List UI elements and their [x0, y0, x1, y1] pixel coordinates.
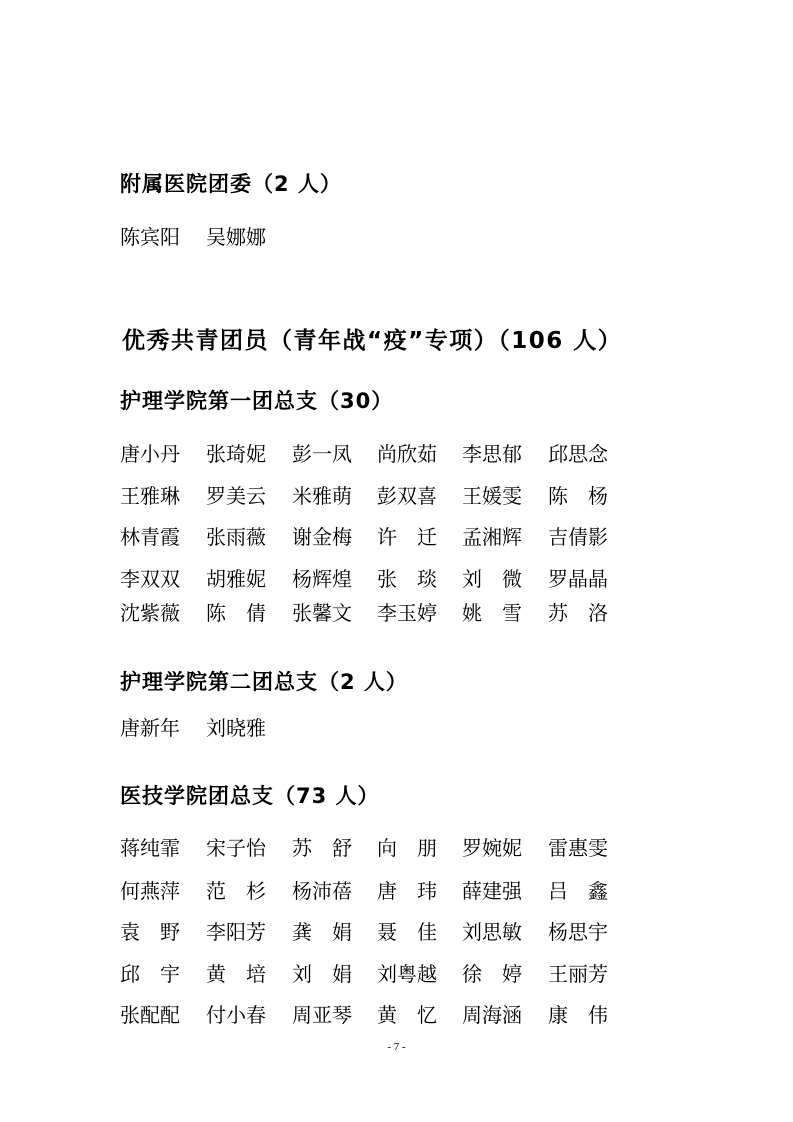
member-name: 康 伟 — [548, 1003, 608, 1027]
member-name: 刘 微 — [462, 567, 522, 591]
member-name: 杨思宇 — [548, 920, 608, 944]
member-name: 彭双喜 — [377, 484, 437, 508]
section-heading-nursing-second: 护理学院第二团总支（2 人） — [120, 670, 408, 694]
section-heading-medical-tech: 医技学院团总支（73 人） — [120, 784, 380, 808]
member-name: 聂 佳 — [377, 920, 437, 944]
member-name: 彭一凤 — [292, 442, 352, 466]
member-name: 张配配 — [120, 1003, 180, 1027]
member-name: 罗晶晶 — [548, 567, 608, 591]
section-heading-excellent-members: 优秀共青团员（青年战“疫”专项）（106 人） — [122, 328, 623, 354]
member-name: 刘粤越 — [377, 962, 437, 986]
member-name: 周亚琴 — [292, 1003, 352, 1027]
member-name: 吕 鑫 — [548, 879, 608, 903]
member-name: 邱 宇 — [120, 962, 180, 986]
page-number: - 7 - — [387, 1041, 406, 1053]
member-name: 张琦妮 — [206, 442, 266, 466]
member-name: 宋子怡 — [206, 836, 266, 860]
member-name: 王丽芳 — [548, 962, 608, 986]
member-name: 付小春 — [206, 1003, 266, 1027]
member-name: 陈 杨 — [548, 484, 608, 508]
member-name: 吴娜娜 — [206, 225, 266, 249]
member-name: 李思郁 — [462, 442, 522, 466]
member-name: 孟湘辉 — [462, 525, 522, 549]
member-name: 蒋纯霏 — [120, 836, 180, 860]
member-name: 杨沛蓓 — [292, 879, 352, 903]
member-name: 黄 培 — [206, 962, 266, 986]
member-name: 黄 忆 — [377, 1003, 437, 1027]
member-name: 袁 野 — [120, 920, 180, 944]
member-name: 沈紫薇 — [120, 601, 180, 625]
member-name: 林青霞 — [120, 525, 180, 549]
member-name: 陈 倩 — [206, 601, 266, 625]
member-name: 李双双 — [120, 567, 180, 591]
member-name: 唐 玮 — [377, 879, 437, 903]
member-name: 雷惠雯 — [548, 836, 608, 860]
member-name: 唐小丹 — [120, 442, 180, 466]
member-name: 李玉婷 — [377, 601, 437, 625]
section-heading-nursing-first: 护理学院第一团总支（30） — [120, 389, 394, 413]
member-name: 龚 娟 — [292, 920, 352, 944]
member-name: 罗美云 — [206, 484, 266, 508]
member-name: 王雅琳 — [120, 484, 180, 508]
member-name: 李阳芳 — [206, 920, 266, 944]
member-name: 邱思念 — [548, 442, 608, 466]
member-name: 姚 雪 — [462, 601, 522, 625]
member-name: 张雨薇 — [206, 525, 266, 549]
member-name: 罗婉妮 — [462, 836, 522, 860]
member-name: 谢金梅 — [292, 525, 352, 549]
member-name: 王媛雯 — [462, 484, 522, 508]
member-name: 杨辉煌 — [292, 567, 352, 591]
member-name: 胡雅妮 — [206, 567, 266, 591]
member-name: 刘晓雅 — [206, 716, 266, 740]
member-name: 吉倩影 — [548, 525, 608, 549]
member-name: 徐 婷 — [462, 962, 522, 986]
member-name: 陈宾阳 — [120, 225, 180, 249]
member-name: 苏 舒 — [292, 836, 352, 860]
member-name: 张 琰 — [377, 567, 437, 591]
member-name: 张馨文 — [292, 601, 352, 625]
member-name: 薛建强 — [462, 879, 522, 903]
member-name: 范 杉 — [206, 879, 266, 903]
member-name: 向 朋 — [377, 836, 437, 860]
member-name: 苏 洛 — [548, 601, 608, 625]
member-name: 何燕萍 — [120, 879, 180, 903]
member-name: 尚欣茹 — [377, 442, 437, 466]
member-name: 刘思敏 — [462, 920, 522, 944]
member-name: 周海涵 — [462, 1003, 522, 1027]
member-name: 刘 娟 — [292, 962, 352, 986]
member-name: 许 迁 — [377, 525, 437, 549]
member-name: 米雅萌 — [292, 484, 352, 508]
member-name: 唐新年 — [120, 716, 180, 740]
section-heading-hospital: 附属医院团委（2 人） — [120, 172, 342, 196]
